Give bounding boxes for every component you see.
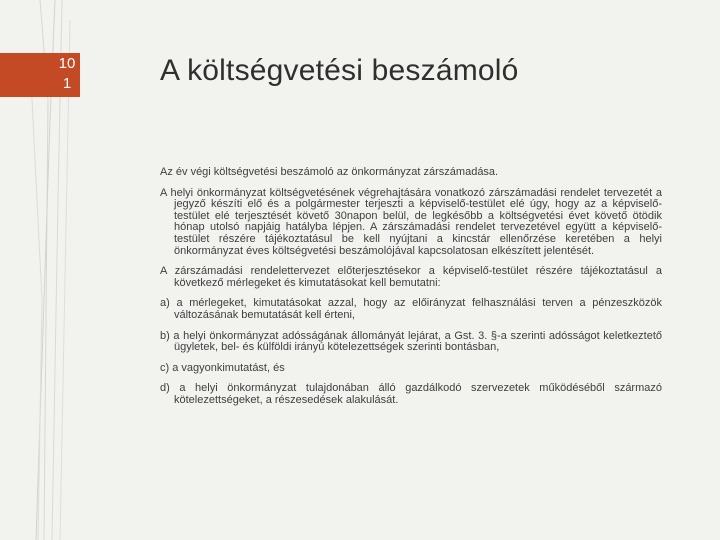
- paragraph-rendelet: A helyi önkormányzat költségvetésének végrehajtására vonatkozó zárszámadási rendelet tervezetét a jegyző készíti elő és a polgármester terjeszti a képviselő-testület elé úgy, hogy az a képviselő-testület elé terjesztését követő 30napon belül, de legkésőbb a költségvetési évet követő ötödik hónap utolsó napjáig hatályba lépjen. A zárszámadási rendelet tervezetével együtt a képviselő-testület részére tájékoztatásul be kell nyújtani a kincstár ellenőrzése keretében a helyi önkormányzat éves költségvetési beszámolójával kapcsolatosan elkészített jelentését.: [160, 186, 662, 257]
- paragraph-eloterjesztes: A zárszámadási rendelettervezet előterjesztésekor a képviselő-testület részére tájékoztatásul a következő mérlegeket és kimutatásokat kell bemutatni:: [160, 265, 662, 289]
- slide-number-line-1: 10: [58, 55, 76, 72]
- slide-body: [160, 167, 662, 416]
- slide-number: [56, 54, 78, 94]
- list-item-d: d) a helyi önkormányzat tulajdonában álló gazdálkodó szervezetek működéséből származó kötelezettségeket, a részesedések alakulását.: [160, 382, 662, 406]
- paragraph-intro: Az év végi költségvetési beszámoló az önkormányzat zárszámadása.: [160, 166, 499, 178]
- slide-number-line-2: 1: [62, 75, 72, 92]
- list-item-c: c) a vagyonkimutatást, és: [160, 361, 285, 374]
- slide-title: A költségvetési beszámoló: [160, 54, 519, 87]
- list-item-b: b) a helyi önkormányzat adósságának állományát lejárat, a Gst. 3. §-a szerinti adósságot keletkeztető ügyletek, bel- és külföldi irányú kötelezettségek szerinti bontásban,: [160, 329, 662, 354]
- list-item-a: a) a mérlegeket, kimutatásokat azzal, hogy az előirányzat felhasználási terven a pénzeszközök változásának bemutatását kell érteni,: [160, 297, 662, 321]
